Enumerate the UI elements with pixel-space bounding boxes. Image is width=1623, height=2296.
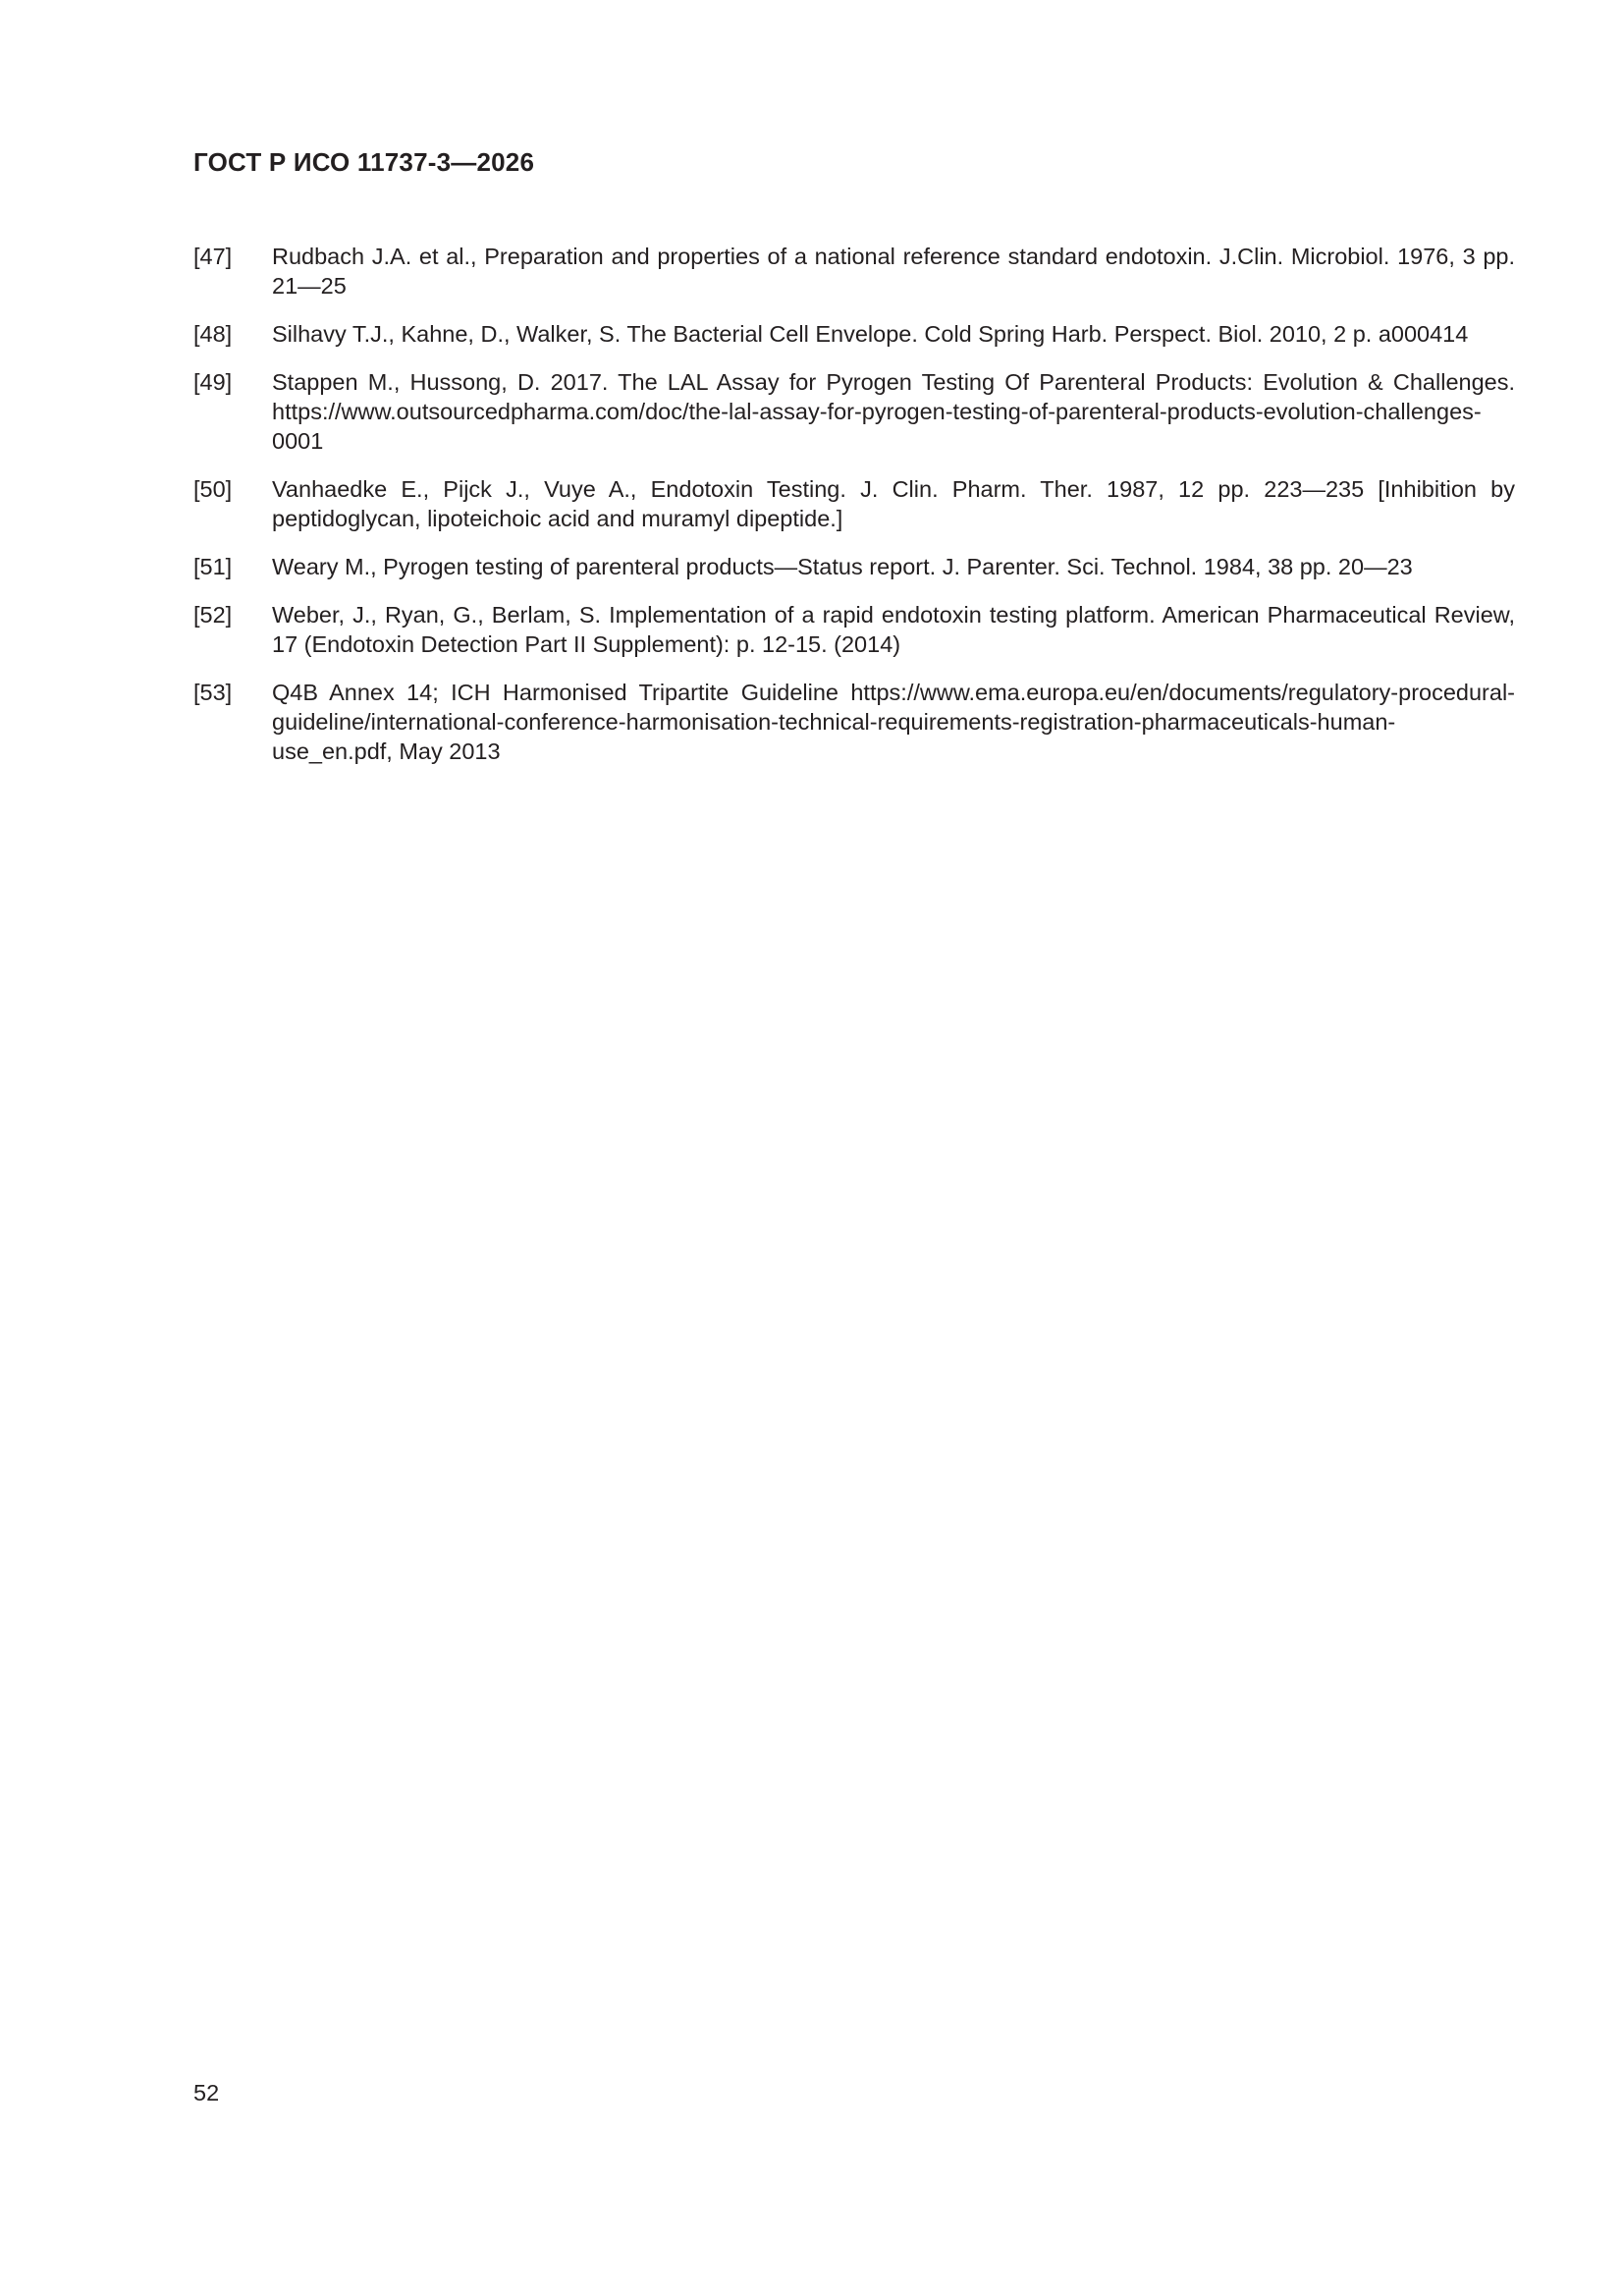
reference-text: Stappen M., Hussong, D. 2017. The LAL Assay for Pyrogen Testing Of Parenteral Products: Evolution & Challenges. https://www.outsourcedpharma.com/doc/the-lal-assay-for-pyrogen-testing-of-parenteral-products-evolution-challenges-0001 [272,369,1515,454]
bibliography-list [193,242,1515,785]
reference-text: Vanhaedke E., Pijck J., Vuye A., Endotoxin Testing. J. Clin. Pharm. Ther. 1987, 12 pp. 223—235 [Inhibition by peptidoglycan, lipoteichoic acid and muramyl dipeptide.] [272,476,1515,531]
reference-item [193,678,1515,766]
reference-text: Rudbach J.A. et al., Preparation and properties of a national reference standard endotoxin. J.Clin. Microbiol. 1976, 3 pp. 21—25 [272,244,1515,299]
reference-number: [48] [193,321,233,347]
reference-text: Silhavy T.J., Kahne, D., Walker, S. The Bacterial Cell Envelope. Cold Spring Harb. Perspect. Biol. 2010, 2 p. a000414 [272,321,1469,347]
reference-item [193,242,1515,301]
reference-number: [50] [193,476,233,502]
reference-item [193,600,1515,659]
reference-text: Weber, J., Ryan, G., Berlam, S. Implementation of a rapid endotoxin testing platform. American Pharmaceutical Review, 17 (Endotoxin Detection Part II Supplement): p. 12-15. (2014) [272,602,1515,657]
reference-text: Q4B Annex 14; ICH Harmonised Tripartite Guideline https://www.ema.europa.eu/en/documents/regulatory-procedural-guideline/international-conference-harmonisation-technical-requirements-registration-pharmaceuticals-human-use_en.pdf, May 2013 [272,680,1515,764]
reference-number: [51] [193,554,233,579]
reference-number: [49] [193,369,233,395]
page-number: 52 [193,2080,220,2105]
reference-item [193,474,1515,533]
document-header: ГОСТ Р ИСО 11737-3—2026 [193,147,535,177]
reference-item [193,552,1515,581]
reference-number: [53] [193,680,233,705]
reference-item [193,319,1515,349]
reference-text: Weary M., Pyrogen testing of parenteral products—Status report. J. Parenter. Sci. Technol. 1984, 38 pp. 20—23 [272,554,1413,579]
reference-number: [47] [193,244,233,269]
reference-item [193,367,1515,456]
reference-number: [52] [193,602,233,628]
